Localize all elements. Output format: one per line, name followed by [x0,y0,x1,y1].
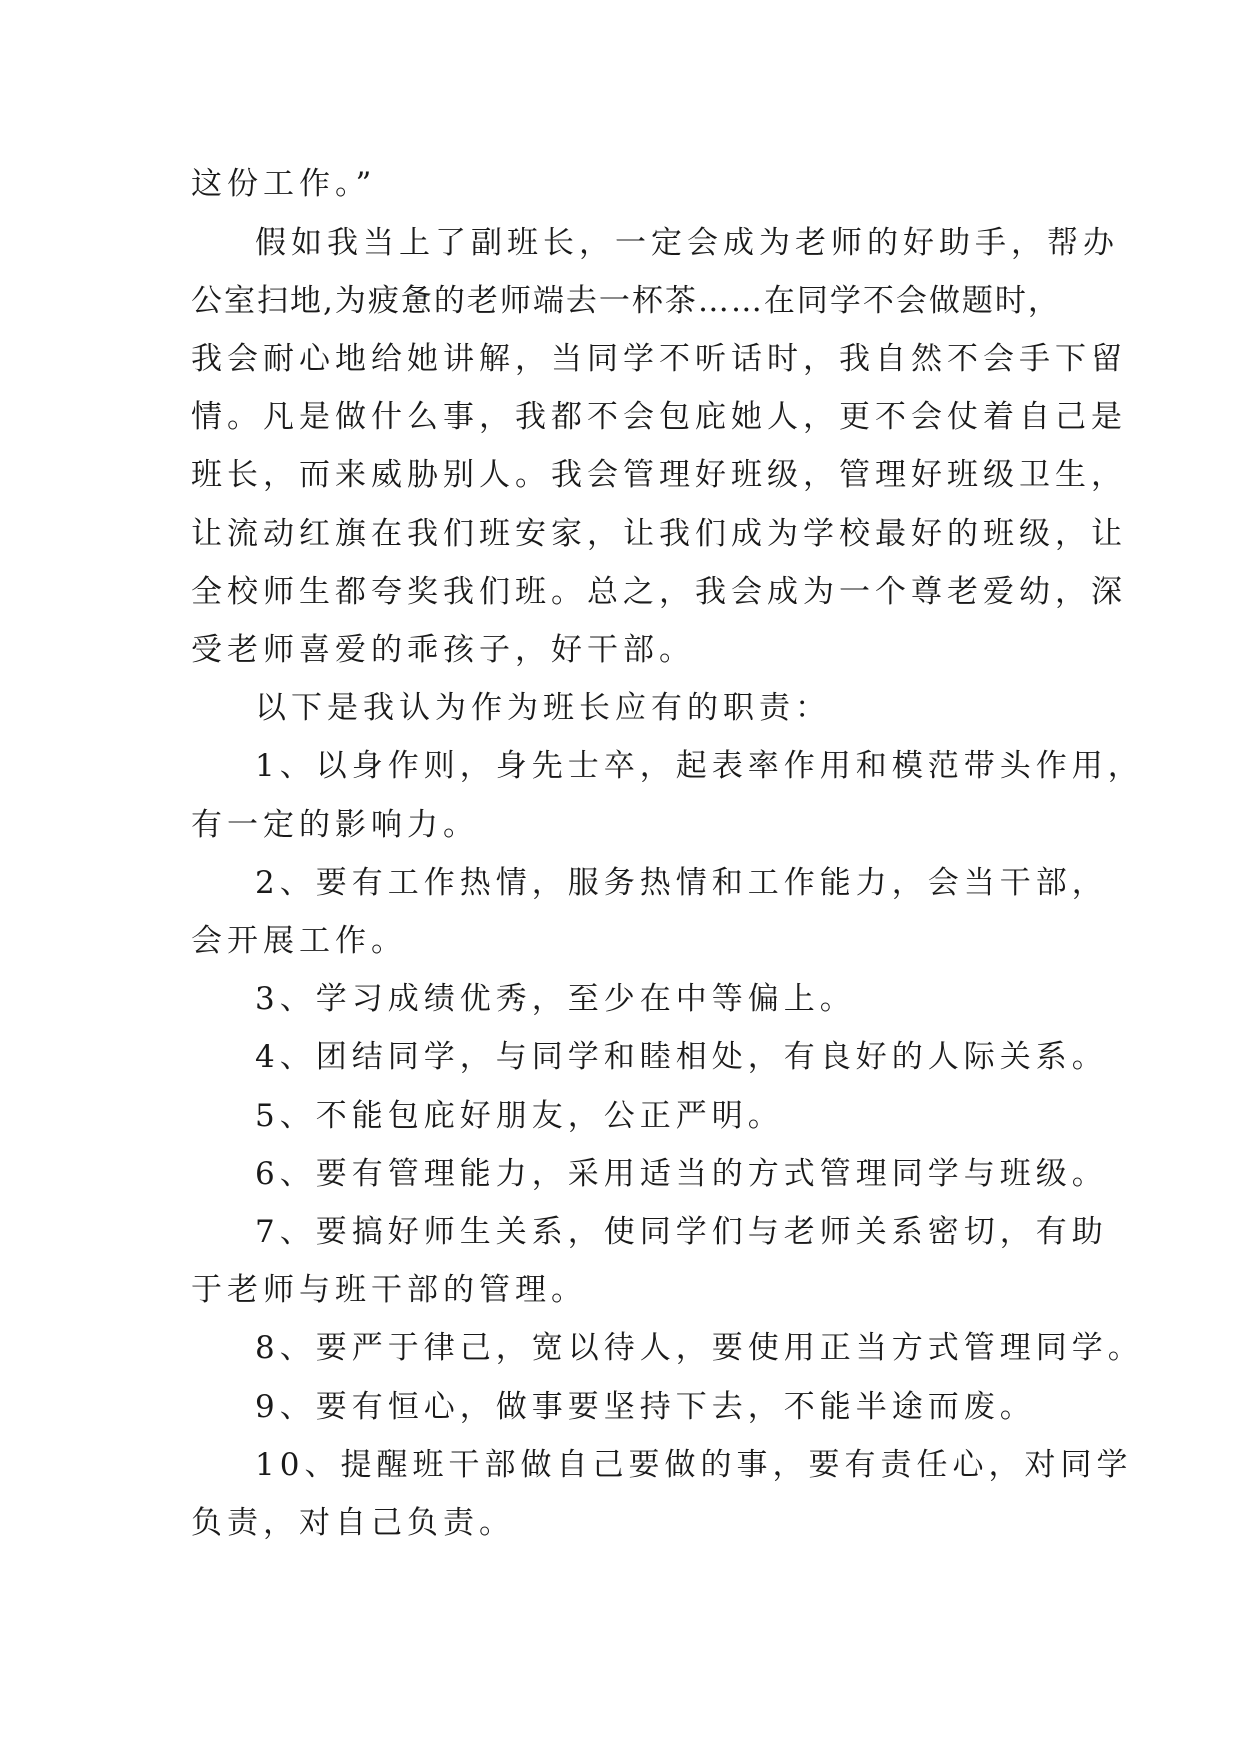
text-line: 公室扫地,为疲惫的老师端去一杯茶……在同学不会做题时， [191,283,1061,319]
text-line: 受老师喜爱的乖孩子，好干部。 [191,632,695,668]
text-line: 班长，而来威胁别人。我会管理好班级，管理好班级卫生， [191,457,1127,493]
text-line: 负责，对自己负责。 [191,1505,515,1541]
text-line: 让流动红旗在我们班安家，让我们成为学校最好的班级，让 [191,516,1127,552]
text-line: 全校师生都夸奖我们班。总之，我会成为一个尊老爱幼，深 [191,574,1127,610]
text-line: 假如我当上了副班长，一定会成为老师的好助手，帮办 [255,225,1119,261]
text-line: 会开展工作。 [191,923,407,959]
list-item: 3、学习成绩优秀，至少在中等偏上。 [255,981,856,1017]
text-line: 情。凡是做什么事，我都不会包庇她人，更不会仗着自己是 [191,399,1127,435]
text-line: 有一定的影响力。 [191,807,479,843]
list-item: 5、不能包庇好朋友，公正严明。 [255,1098,784,1134]
list-item: 10、提醒班干部做自己要做的事，要有责任心，对同学 [255,1447,1133,1483]
list-item: 9、要有恒心，做事要坚持下去，不能半途而废。 [255,1389,1036,1425]
list-item: 2、要有工作热情，服务热情和工作能力，会当干部， [255,865,1108,901]
text-line: 我会耐心地给她讲解，当同学不听话时，我自然不会手下留 [191,341,1127,377]
list-item: 1、以身作则，身先士卒，起表率作用和模范带头作用， [255,748,1144,784]
list-item: 8、要严于律己，宽以待人，要使用正当方式管理同学。 [255,1330,1144,1366]
list-item: 4、团结同学，与同学和睦相处，有良好的人际关系。 [255,1039,1108,1075]
text-line: 以下是我认为作为班长应有的职责： [255,690,831,726]
list-item: 7、要搞好师生关系，使同学们与老师关系密切，有助 [255,1214,1108,1250]
text-line: 这份工作。” [191,166,377,202]
list-item: 6、要有管理能力，采用适当的方式管理同学与班级。 [255,1156,1108,1192]
text-line: 于老师与班干部的管理。 [191,1272,587,1308]
